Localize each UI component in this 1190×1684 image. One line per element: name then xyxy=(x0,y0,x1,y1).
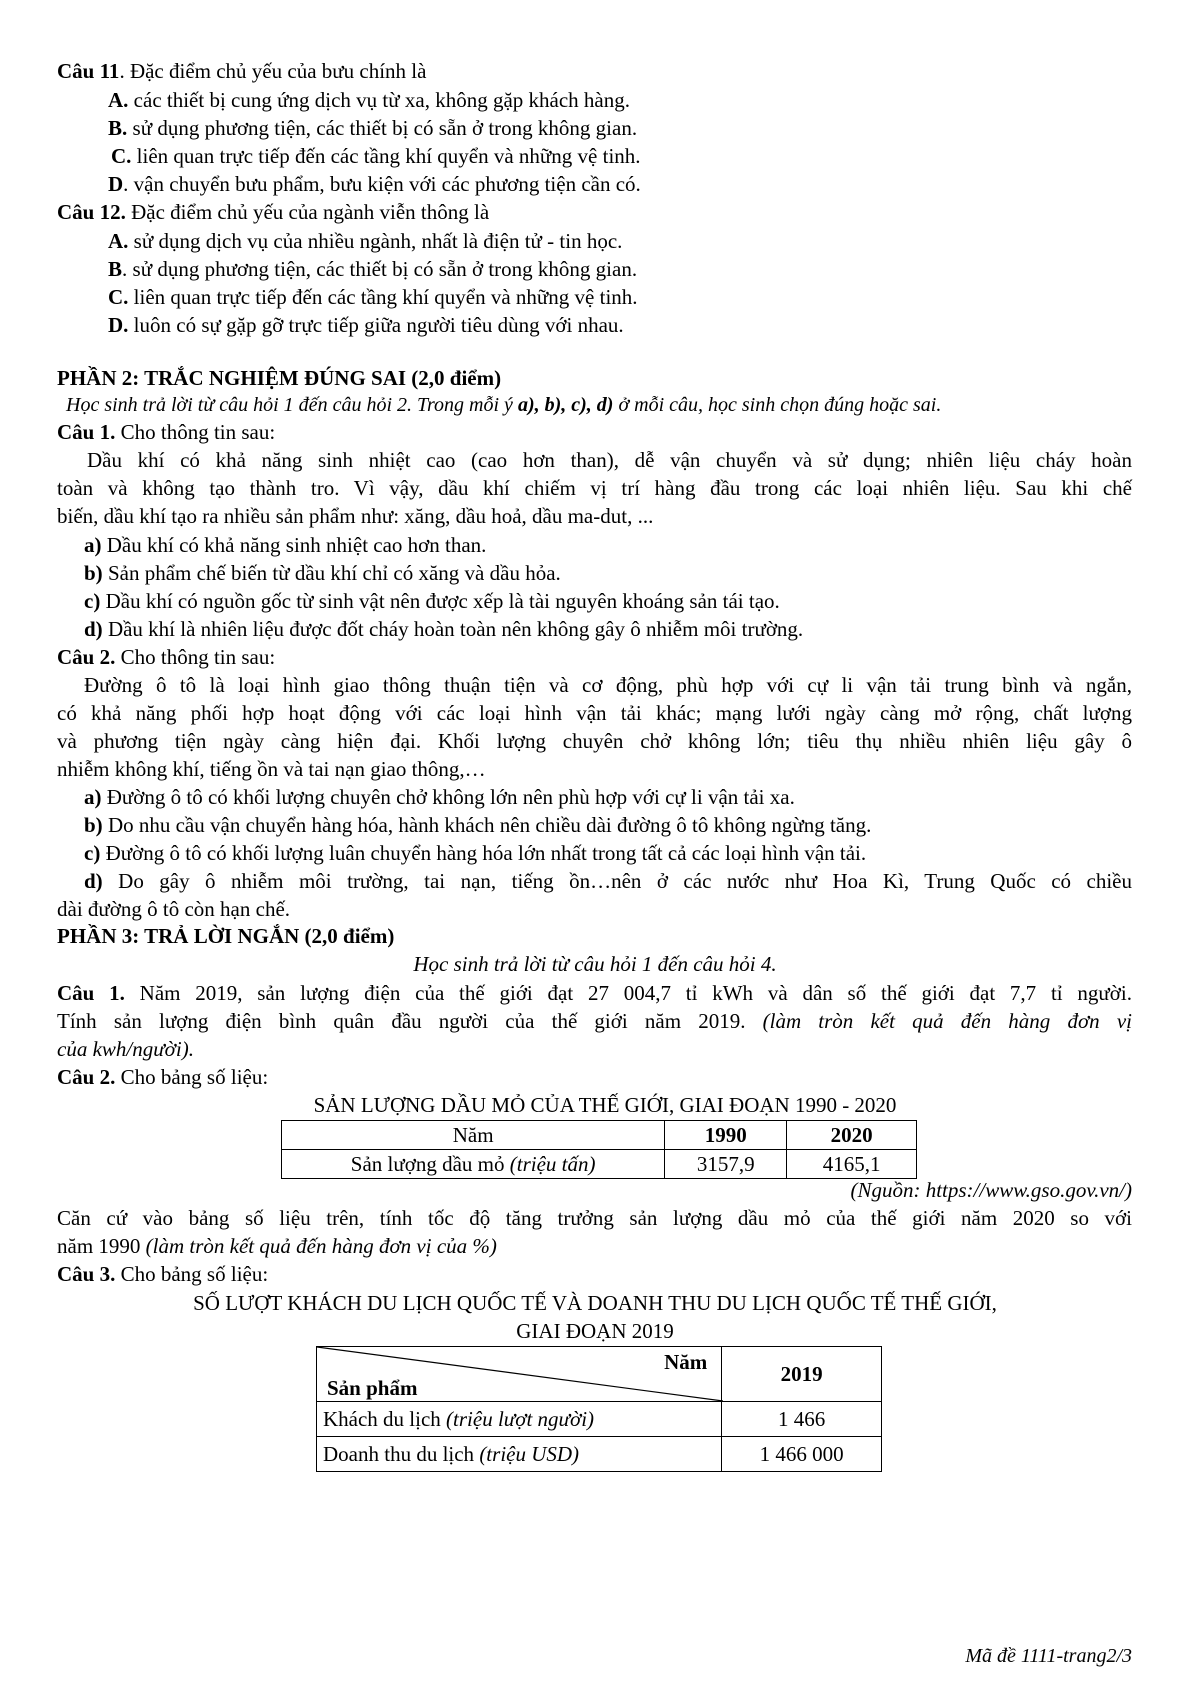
oil-table-title: SẢN LƯỢNG DẦU MỎ CỦA THẾ GIỚI, GIAI ĐOẠN 1990 - 2020 xyxy=(313,1093,897,1117)
table-row xyxy=(282,1150,917,1179)
tourism-table-title-line1: SỐ LƯỢT KHÁCH DU LỊCH QUỐC TẾ VÀ DOANH THU DU LỊCH QUỐC TẾ THẾ GIỚI, xyxy=(193,1291,997,1315)
table-row-label: Sản lượng dầu mỏ (triệu tấn) xyxy=(282,1150,665,1179)
part3-instructions: Học sinh trả lời từ câu hỏi 1 đến câu hỏi 4. xyxy=(413,952,777,976)
part2-q1-stem: Câu 1. Cho thông tin sau: xyxy=(57,420,276,444)
part2-q1-para-line: Dầu khí có khả năng sinh nhiệt cao (cao hơn than), dễ vận chuyển và sử dụng; nhiên liệu cháy hoàn xyxy=(87,448,1132,472)
part3-q2-stem: Câu 2. Cho bảng số liệu: xyxy=(57,1065,269,1089)
table-row xyxy=(282,1121,917,1150)
part2-q2-item-b: b) Do nhu cầu vận chuyển hàng hóa, hành khách nên chiều dài đường ô tô không ngừng tăng. xyxy=(84,813,872,837)
part2-q2-item-c: c) Đường ô tô có khối lượng luân chuyển hàng hóa lớn nhất trong tất cả các loại hình vận tải. xyxy=(84,841,867,865)
oil-table-source: (Nguồn: https://www.gso.gov.vn/) xyxy=(850,1178,1132,1202)
table-cell: 4165,1 xyxy=(787,1150,917,1179)
q11-option-c: C. liên quan trực tiếp đến các tầng khí quyển và những vệ tinh. xyxy=(111,144,641,168)
part2-q1-para-line: toàn và không tạo thành tro. Vì vậy, dầu khí chiếm vị trí hàng đầu trong các loại nhiên liệu. Sau khi chế xyxy=(57,476,1132,500)
part2-q2-item-d-tail: dài đường ô tô còn hạn chế. xyxy=(57,897,291,921)
part2-q1-item-c: c) Dầu khí có nguồn gốc từ sinh vật nên được xếp là tài nguyên khoáng sản tái tạo. xyxy=(84,589,780,613)
table-cell: 1 466 xyxy=(722,1402,882,1437)
q12-option-d: D. luôn có sự gặp gỡ trực tiếp giữa người tiêu dùng với nhau. xyxy=(108,313,624,337)
part2-q2-para-line: và phương tiện ngày càng hiện đại. Khối lượng chuyên chở không lớn; tiêu thụ nhiều nhiên liệu gây ô xyxy=(57,729,1132,753)
part2-q2-para-line: nhiễm không khí, tiếng ồn và tai nạn giao thông,… xyxy=(57,757,486,781)
part3-q1-line1: Câu 1. Năm 2019, sản lượng điện của thế giới đạt 27 004,7 tỉ kWh và dân số thế giới đạt 7,7 tỉ người. xyxy=(57,981,1132,1005)
part2-q2-para-line: có khả năng phối hợp hoạt động với các loại hình vận tải khác; mạng lưới ngày càng mở rộng, chất lượng xyxy=(57,701,1132,725)
page-footer: Mã đề 1111-trang2/3 xyxy=(965,1645,1132,1667)
table-row xyxy=(317,1437,882,1472)
q11-option-d: D. vận chuyển bưu phẩm, bưu kiện với các phương tiện cần có. xyxy=(108,172,641,196)
table-header-cell: 2020 xyxy=(787,1121,917,1150)
part2-q1-item-d: d) Dầu khí là nhiên liệu được đốt cháy hoàn toàn nên không gây ô nhiễm môi trường. xyxy=(84,617,804,641)
part2-q2-stem: Câu 2. Cho thông tin sau: xyxy=(57,645,276,669)
part3-q1-line3: của kwh/người). xyxy=(57,1037,194,1061)
corner-product-label: Sản phẩm xyxy=(327,1376,418,1400)
part2-instructions: Học sinh trả lời từ câu hỏi 1 đến câu hỏi 2. Trong mỗi ý a), b), c), d) ở mỗi câu, học sinh chọn đúng hoặc sai. xyxy=(66,394,942,416)
table-header-cell: Năm xyxy=(282,1121,665,1150)
table-header-cell: 2019 xyxy=(722,1347,882,1402)
table-row-label: Khách du lịch (triệu lượt người) xyxy=(317,1402,722,1437)
table-row xyxy=(317,1347,882,1402)
part3-q2-question-line1: Căn cứ vào bảng số liệu trên, tính tốc độ tăng trưởng sản lượng dầu mỏ của thế giới năm 2020 so với xyxy=(57,1206,1132,1230)
table-cell: 1 466 000 xyxy=(722,1437,882,1472)
q11-option-b: B. sử dụng phương tiện, các thiết bị có sẵn ở trong không gian. xyxy=(108,116,638,140)
part2-q2-item-a: a) Đường ô tô có khối lượng chuyên chở không lớn nên phù hợp với cự li vận tải xa. xyxy=(84,785,795,809)
tourism-table-title-line2: GIAI ĐOẠN 2019 xyxy=(516,1319,674,1343)
part3-q2-question-line2: năm 1990 (làm tròn kết quả đến hàng đơn vị của %) xyxy=(57,1234,497,1258)
tourism-table xyxy=(316,1346,882,1472)
table-row-label: Doanh thu du lịch (triệu USD) xyxy=(317,1437,722,1472)
q11-stem: Câu 11. Đặc điểm chủ yếu của bưu chính là xyxy=(57,59,427,83)
q12-option-b: B. sử dụng phương tiện, các thiết bị có sẵn ở trong không gian. xyxy=(108,257,638,281)
oil-production-table xyxy=(281,1120,917,1179)
part2-q1-para-line: biến, dầu khí tạo ra nhiều sản phẩm như: xăng, dầu hoả, dầu ma-dut, ... xyxy=(57,504,654,528)
table-cell: 3157,9 xyxy=(665,1150,787,1179)
corner-year-label: Năm xyxy=(664,1350,708,1374)
table-header-cell: 1990 xyxy=(665,1121,787,1150)
part3-q3-stem: Câu 3. Cho bảng số liệu: xyxy=(57,1262,269,1286)
q12-option-a: A. sử dụng dịch vụ của nhiều ngành, nhất là điện tử - tin học. xyxy=(108,229,623,253)
table-row xyxy=(317,1402,882,1437)
part2-title: PHẦN 2: TRẮC NGHIỆM ĐÚNG SAI (2,0 điểm) xyxy=(57,366,502,390)
q11-option-a: A. các thiết bị cung ứng dịch vụ từ xa, không gặp khách hàng. xyxy=(108,88,630,112)
table-corner-cell xyxy=(317,1347,722,1402)
q12-stem: Câu 12. Đặc điểm chủ yếu của ngành viễn thông là xyxy=(57,200,490,224)
part2-q1-item-b: b) Sản phẩm chế biến từ dầu khí chỉ có xăng và dầu hỏa. xyxy=(84,561,561,585)
part3-title: PHẦN 3: TRẢ LỜI NGẮN (2,0 điểm) xyxy=(57,924,395,948)
part2-q2-para-line: Đường ô tô là loại hình giao thông thuận tiện và cơ động, phù hợp với cự li vận tải trung bình và ngắn, xyxy=(84,673,1132,697)
q12-option-c: C. liên quan trực tiếp đến các tầng khí quyển và những vệ tinh. xyxy=(108,285,638,309)
part2-q1-item-a: a) Dầu khí có khả năng sinh nhiệt cao hơn than. xyxy=(84,533,487,557)
part3-q1-line2: Tính sản lượng điện bình quân đầu người của thế giới năm 2019. (làm tròn kết quả đến hàng đơn vị xyxy=(57,1009,1132,1033)
part2-q2-item-d: d) Do gây ô nhiễm môi trường, tai nạn, tiếng ồn…nên ở các nước như Hoa Kì, Trung Quốc có chiều xyxy=(84,869,1132,893)
